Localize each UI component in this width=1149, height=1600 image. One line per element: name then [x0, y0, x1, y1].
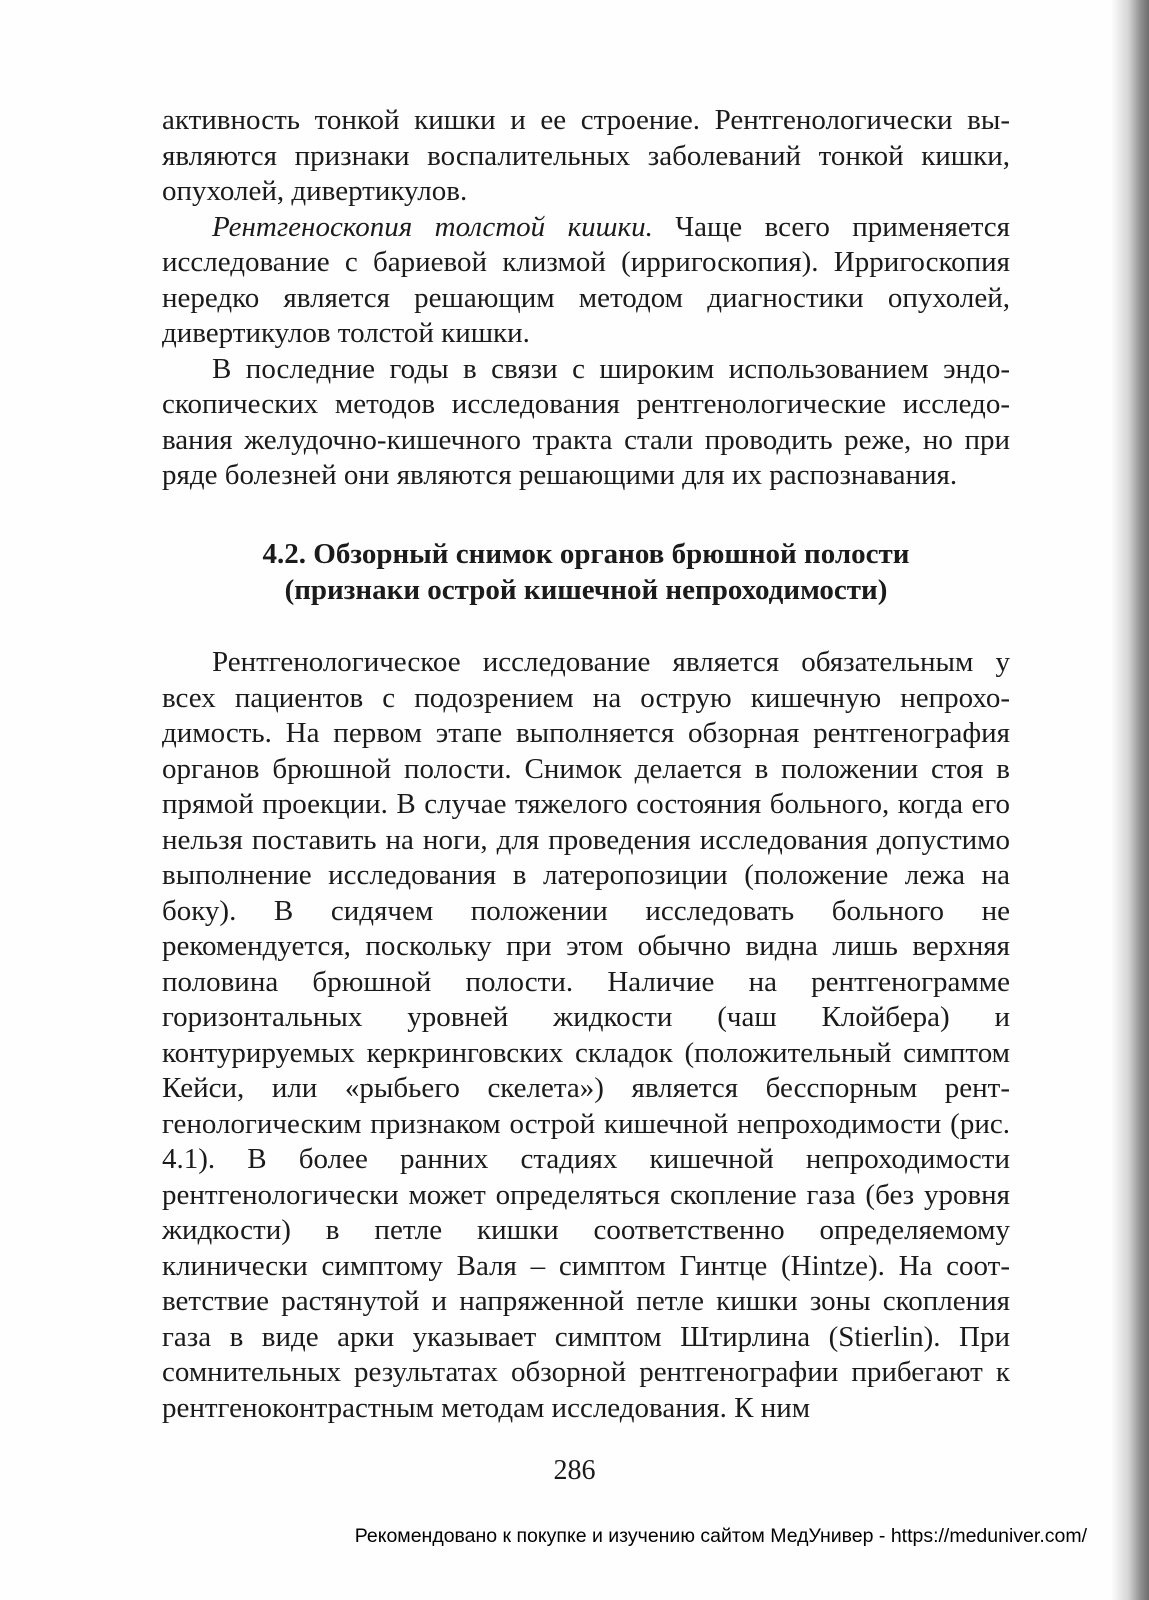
- heading-line-2: (признаки острой кишечной непроходимости): [284, 574, 888, 606]
- paragraph-xray-examination: Рентгенологическое исследование является обязательным у всех пациентов с подозрением на острую кишечную непроходимость. На первом этапе выполняется обзорная рентгенография органов брюшной полости. Снимок делается в положении стоя в прямой проекции. В случае тяжелого состояния больного, когда его нельзя поставить на ноги, для проведения исследования допустимо выполнение исследования в латеропозиции (положение лежа на боку). В сидячем положении исследовать больного не рекомендуется, поскольку при этом обычно видна лишь верхняя половина брюшной полости. Наличие на рентгенограмме горизонтальных уровней жидкости (чаш Клойбера) и контурируемых керкринговских складок (положительный симптом Кейси, или «рыбьего скелета») является бесспорным рентгенологическим признаком острой кишечной непроходимости (рис. 4.1). В более ранних стадиях кишечной непроходимости рентгенологически может определяться скопление газа (без уровня жидкости) в петле кишки соответственно определяемому клинически симптому Валя – симптом Гинтце (Hintze). На соответствие растянутой и напряженной петле кишки зоны скопления газа в виде арки указывает симптом Штирлина (Stierlin). При сомнительных результатах обзорной рентгенографии прибегают к рентгеноконтрастным методам исследования. К ним: [162, 646, 1010, 1424]
- paragraph-continued: активность тонкой кишки и ее строение. Рентгенологически выявляются признаки воспалительных заболеваний тонкой кишки, опухолей, дивертикулов.: [162, 104, 1010, 207]
- main-text-section: [162, 645, 1010, 1426]
- paragraph-body: Чаще всего применяется исследование с бариевой клизмой (ирригоскопия). Ирригоскопия нередко является решающим методом диагностики опухолей, дивертикулов толстой кишки.: [162, 210, 1010, 349]
- italic-subheading: Рентгеноскопия толстой кишки.: [212, 210, 653, 243]
- page-number: 286: [553, 1455, 596, 1486]
- paragraph-endoscopy: В последние годы в связи с широким использованием эндоскопических методов исследования рентгенологические исследования желудочно-кишечного тракта стали проводить реже, но при ряде болезней они являются решающими для их распознавания.: [162, 352, 1010, 491]
- paragraph-colon-xray: [162, 210, 1010, 352]
- watermark-text: Рекомендовано к покупке и изучению сайтом МедУнивер - https://meduniver.com/: [354, 1525, 1087, 1547]
- section-heading: [162, 536, 1010, 608]
- page-edge-shadow: [1111, 0, 1149, 1600]
- heading-line-1: 4.2. Обзорный снимок органов брюшной полости: [262, 538, 910, 570]
- top-text-section: [162, 103, 1010, 494]
